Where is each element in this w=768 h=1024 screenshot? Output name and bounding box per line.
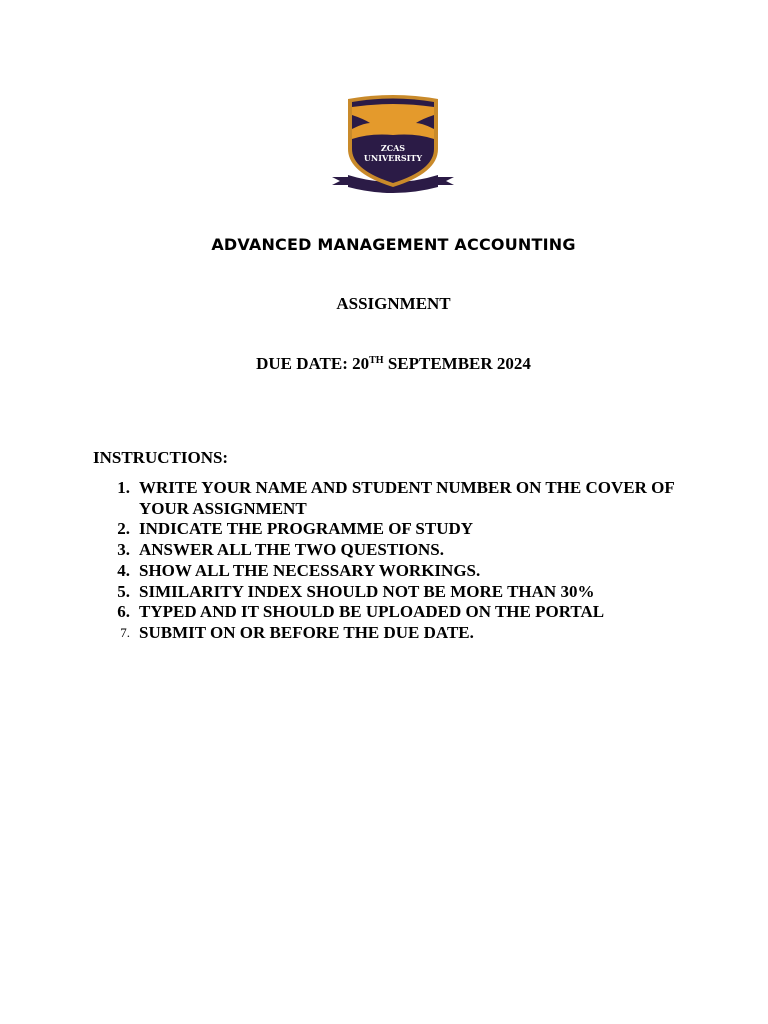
list-item-text: TYPED AND IT SHOULD BE UPLOADED ON THE PORTAL	[139, 602, 605, 622]
list-item-number: 7.	[120, 624, 130, 640]
course-title: ADVANCED MANAGEMENT ACCOUNTING	[211, 235, 576, 254]
list-item	[100, 623, 700, 644]
instructions-list	[100, 478, 700, 644]
list-item-number: 3.	[117, 540, 130, 560]
due-date-prefix: DUE DATE: 20	[256, 354, 370, 373]
list-item-text: SHOW ALL THE NECESSARY WORKINGS.	[139, 560, 481, 580]
assignment-label: ASSIGNMENT	[336, 294, 451, 313]
due-date-suffix: SEPTEMBER 2024	[383, 354, 531, 373]
list-item-text: WRITE YOUR NAME AND STUDENT NUMBER ON THE COVER OF YOUR ASSIGNMENT	[139, 478, 675, 518]
list-item-text: ANSWER ALL THE TWO QUESTIONS.	[139, 540, 445, 560]
list-item-text: INDICATE THE PROGRAMME OF STUDY	[139, 519, 474, 539]
zcas-university-logo	[330, 93, 456, 197]
list-item	[100, 478, 700, 519]
list-item-text: SUBMIT ON OR BEFORE THE DUE DATE.	[139, 622, 474, 642]
list-item-number: 4.	[117, 560, 130, 580]
list-item	[100, 602, 700, 623]
list-item-text: SIMILARITY INDEX SHOULD NOT BE MORE THAN 30%	[139, 581, 595, 601]
list-item	[100, 540, 700, 561]
list-item	[100, 561, 700, 582]
list-item-number: 2.	[117, 519, 130, 539]
list-item-number: 5.	[117, 581, 130, 601]
logo-text-line2: UNIVERSITY	[363, 153, 423, 163]
due-date-superscript: TH	[369, 355, 384, 366]
list-item-number: 1.	[117, 478, 130, 497]
instructions-heading: INSTRUCTIONS:	[93, 448, 229, 467]
list-item-number: 6.	[117, 602, 130, 622]
due-date	[0, 354, 768, 374]
logo-text-line1: ZCAS	[380, 143, 406, 153]
list-item	[100, 582, 700, 603]
list-item	[100, 519, 700, 540]
